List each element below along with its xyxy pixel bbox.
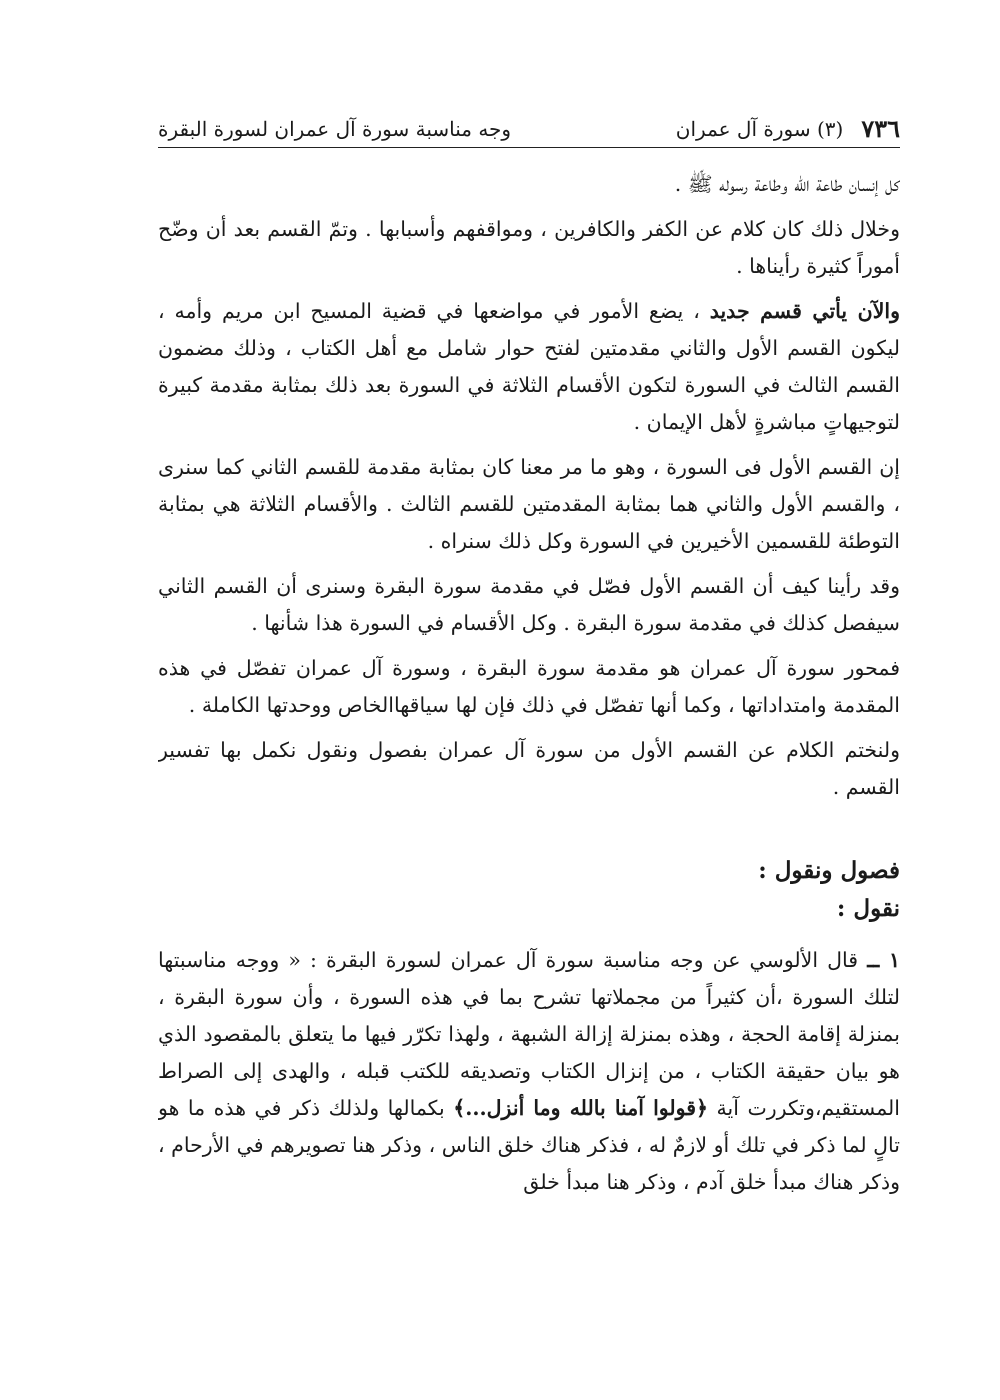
quote-paragraph: ١ ــ قال الألوسي عن وجه مناسبة سورة آل عمران لسورة البقرة : « ووجه مناسبتها لتلك السورة ،أن كثيراً من مجملاتها تشرح بما في هذه السورة ، وأن سورة البقرة ، بمنزلة إقامة الحجة ، وهذه بمنزلة إزالة الشبهة ، ولهذا تكرّر فيها ما يتعلق بالمقصود الذي هو بيان حقيقة الكتاب ، من إنزال الكتاب وتصديقه للكتب قبله ، والهدى إلى الصراط المستقيم،وتكررت آية ﴿قولوا آمنا بالله وما أنزل...﴾ بكمالها ولذلك ذكر في هذه ما هو تالٍ لما ذكر في تلك أو لازمٌ له ، فذكر هناك خلق الناس ، وذكر هنا تصويرهم في الأرحام ، وذكر هناك مبدأ خلق آدم ، وذكر هنا مبدأ خلق <box>158 948 900 1194</box>
running-header <box>158 112 900 148</box>
paragraph: إن القسم الأول فى السورة ، وهو ما مر معنا كان بمثابة مقدمة للقسم الثاني كما سنرى ، والقسم الأول والثاني هما بمثابة المقدمتين للقسم الثالث . والأقسام الثلاثة هي بمثابة التوطئة للقسمين الأخيرين في السورة وكل ذلك سنراه . <box>158 455 900 553</box>
bold-lead: والآن يأتي قسم جديد <box>709 299 900 323</box>
chapter-label: (٣) سورة آل عمران <box>675 117 844 141</box>
section-spacer <box>158 814 900 852</box>
section-heading: فصول ونقول : <box>758 857 900 884</box>
paragraph: وخلال ذلك كان كلام عن الكفر والكافرين ، ومواقفهم وأسبابها . وتمّ القسم بعد أن وضّح أموراً كثيرة رأيناها . <box>158 217 900 278</box>
item-number: ١ ــ <box>867 948 900 972</box>
paragraph: والآن يأتي قسم جديد ، يضع الأمور في مواضعها في قضية المسيح ابن مريم وأمه ، ليكون القسم الأول والثاني مقدمتين لفتح حوار شامل مع أهل الكتاب ، وذلك مضمون القسم الثالث في السورة لتكون الأقسام الثلاثة في السورة بعد ذلك بمثابة مقدمة كبيرة لتوجيهاتٍ مباشرةٍ لأهل الإيمان . <box>158 299 900 434</box>
paragraph: ولنختم الكلام عن القسم الأول من سورة آل عمران بفصول ونقول نكمل بها تفسير القسم . <box>158 738 900 799</box>
paragraph: كل إنسان طاعة الله وطاعة رسوله ﷺ . <box>674 172 900 196</box>
page-number: ٧٣٦ <box>861 114 900 143</box>
heading-spacer <box>158 928 900 942</box>
paragraph: وقد رأينا كيف أن القسم الأول فصّل في مقدمة سورة البقرة وسنرى أن القسم الثاني سيفصل كذلك في مقدمة سورة البقرة . وكل الأقسام في السورة هذا شأنها . <box>158 574 900 635</box>
quran-ayah: ﴿قولوا آمنا بالله وما أنزل...﴾ <box>453 1096 709 1120</box>
paragraph: فمحور سورة آل عمران هو مقدمة سورة البقرة ، وسورة آل عمران تفصّل في هذه المقدمة وامتداداتها ، وكما أنها تفصّل في ذلك فإن لها سياقهاالخاص ووحدتها الكاملة . <box>158 656 900 717</box>
page-body <box>158 166 900 1346</box>
header-right <box>676 115 900 143</box>
sub-heading: نقول : <box>836 895 900 922</box>
running-title: وجه مناسبة سورة آل عمران لسورة البقرة <box>158 117 512 141</box>
